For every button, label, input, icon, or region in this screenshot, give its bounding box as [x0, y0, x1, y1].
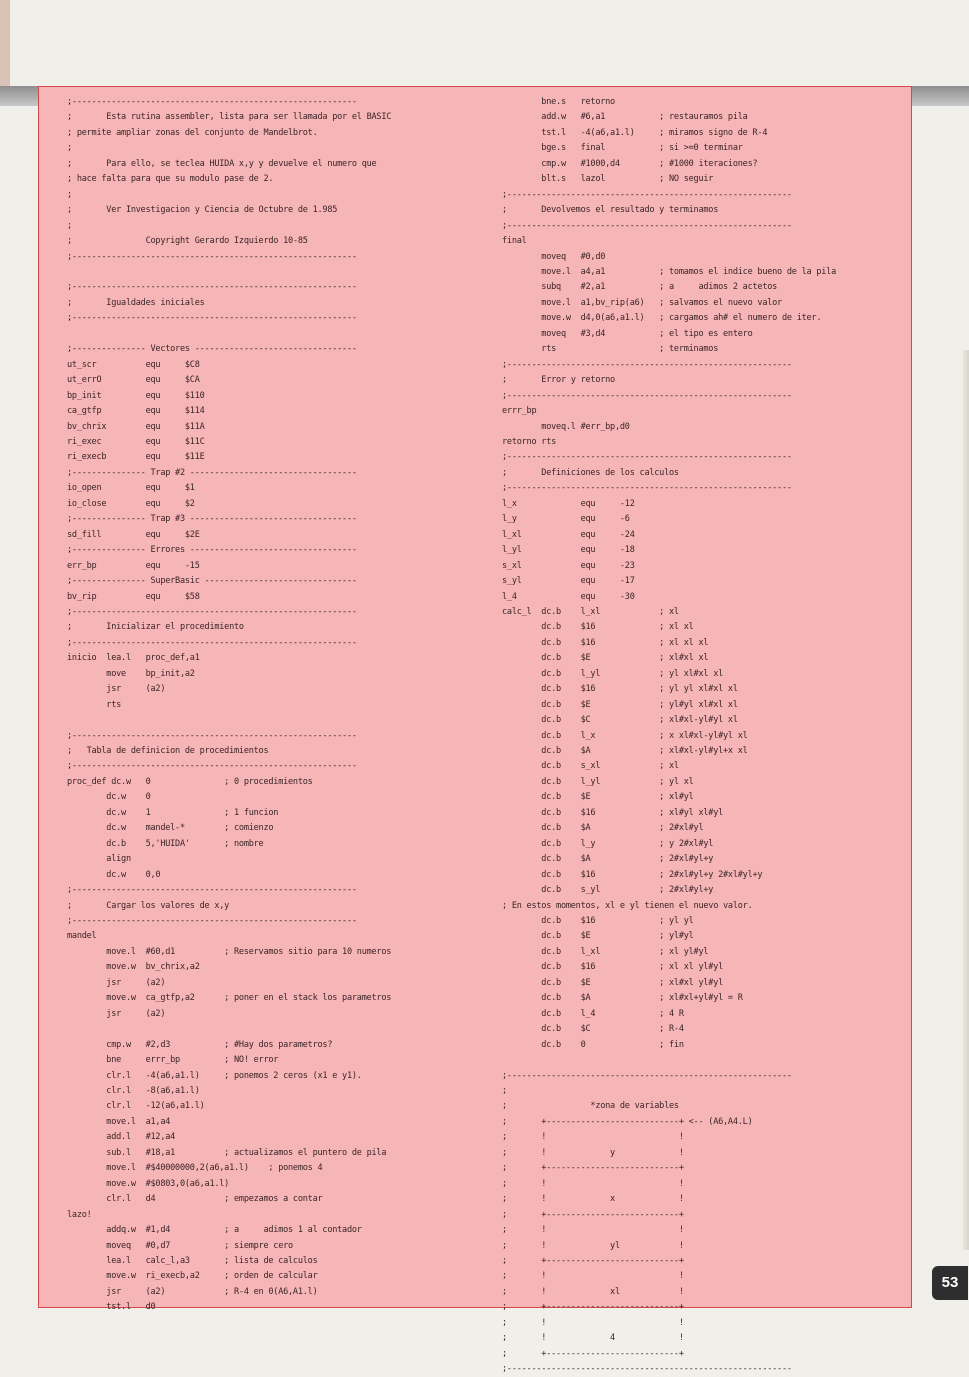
code-line: dc.b l_xl ; xl yl#yl — [541, 945, 709, 957]
code-line: inicio lea.l proc_def,a1 — [67, 652, 200, 664]
code-line: dc.b l_x ; x xl#xl-yl#yl xl — [541, 729, 748, 741]
right-page-edge — [963, 350, 969, 1250]
code-line: ut_scr equ $C8 — [67, 358, 200, 370]
code-line: ;---------------------------------------------------------- — [67, 96, 357, 107]
code-line: dc.b $C ; R-4 — [541, 1023, 684, 1035]
code-line: ; +---------------------------+ <-- (A6,A4.L) — [502, 1115, 753, 1127]
code-line: subq #2,a1 ; a adimos 2 actetos — [541, 281, 778, 293]
code-line: dc.b $16 ; 2#xl#yl+y 2#xl#yl+y — [541, 868, 763, 880]
code-line: ; Copyright Gerardo Izquierdo 10-85 — [67, 235, 308, 247]
code-line: addq.w #1,d4 ; a adimos 1 al contador — [106, 1224, 362, 1236]
code-line: ut_errO equ $CA — [67, 374, 200, 386]
code-line: dc.b $16 ; yl yl xl#xl xl — [541, 683, 738, 695]
code-line: io_close equ $2 — [67, 497, 195, 509]
code-line: ; Devolvemos el resultado y terminamos — [502, 204, 719, 216]
code-line: move.l #$40000000,2(a6,a1.l) ; ponemos 4 — [106, 1162, 323, 1174]
code-line: ; — [67, 219, 72, 231]
code-line: jsr (a2) — [106, 683, 166, 695]
code-line: ; Cargar los valores de x,y — [67, 899, 230, 911]
page-edge-strip — [0, 0, 10, 86]
code-line: ; — [67, 188, 72, 200]
code-line: ;--------------- Trap #3 ---------------------------------- — [67, 513, 357, 525]
code-line: clr.l -4(a6,a1.l) ; ponemos 2 ceros (x1 e y1). — [106, 1069, 362, 1081]
code-line: calc_l dc.b l_xl ; xl — [502, 605, 679, 617]
code-line: cmp.w #2,d3 ; #Hay dos parametros? — [106, 1038, 333, 1050]
code-line: move.l a1,a4 — [106, 1115, 171, 1127]
code-line: jsr (a2) — [106, 976, 166, 988]
code-line: ;---------------------------------------------------------- — [502, 188, 792, 200]
code-line: ; Inicializar el procedimiento — [67, 621, 244, 633]
code-line: ; +---------------------------+ — [502, 1254, 684, 1266]
code-line: dc.b $E ; yl#yl — [541, 930, 694, 942]
code-line: sub.l #18,a1 ; actualizamos el puntero de pila — [106, 1146, 387, 1158]
code-line: dc.b $A ; 2#xl#yl — [541, 822, 704, 834]
code-line: moveq #0,d7 ; siempre cero — [106, 1239, 293, 1251]
code-line: bp_init equ $110 — [67, 389, 205, 401]
code-line: dc.b l_yl ; yl xl — [541, 775, 694, 787]
code-line: bne.s retorno — [541, 96, 615, 107]
code-line: dc.b $16 ; xl xl yl#yl — [541, 961, 724, 973]
code-line: rts — [106, 698, 122, 710]
code-line: bge.s final ; si >=0 terminar — [541, 142, 743, 154]
code-line: ; Para ello, se teclea HUIDA x,y y devuelve el numero que — [67, 157, 377, 169]
code-line: move.l a4,a1 ; tomamos el indice bueno de la pila — [541, 265, 837, 277]
code-line: ;---------------------------------------------------------- — [67, 250, 357, 262]
code-line: ; — [67, 142, 72, 154]
code-line: ; Error y retorno — [502, 374, 615, 386]
code-line: dc.b $C ; xl#xl-yl#yl xl — [541, 714, 738, 726]
code-line: ; Igualdades iniciales — [67, 296, 205, 308]
code-line: ; Ver Investigacion y Ciencia de Octubre de 1.985 — [67, 204, 338, 216]
code-line: dc.b $16 ; xl#yl xl#yl — [541, 806, 724, 818]
code-line: ; +---------------------------+ — [502, 1347, 684, 1359]
listing-left-column — [67, 94, 391, 1315]
code-line: bv_chrix equ $11A — [67, 420, 205, 432]
code-line: l_xl equ -24 — [502, 528, 635, 540]
code-line: l_yl equ -18 — [502, 544, 635, 556]
code-line: ;---------------------------------------------------------- — [67, 281, 357, 293]
code-line: tst.l d0 — [106, 1301, 156, 1313]
code-line: lea.l calc_l,a3 ; lista de calculos — [106, 1254, 318, 1266]
code-line: ;---------------------------------------------------------- — [67, 760, 357, 772]
code-line: dc.w 1 ; 1 funcion — [106, 806, 279, 818]
code-line: ;---------------------------------------------------------- — [502, 219, 792, 231]
code-line: ; ! yl ! — [502, 1239, 684, 1251]
code-line: ;---------------------------------------------------------- — [502, 389, 792, 401]
code-line: dc.b 5,'HUIDA' ; nombre — [106, 837, 264, 849]
code-line: ;---------------------------------------------------------- — [502, 482, 792, 494]
code-line: ;---------------------------------------------------------- — [502, 451, 792, 463]
code-listing-panel — [38, 86, 912, 1375]
code-line: dc.b $A ; 2#xl#yl+y — [541, 853, 714, 865]
code-line: dc.b $16 ; xl xl xl — [541, 636, 709, 648]
page-number: 53 — [932, 1266, 968, 1300]
code-line: dc.b $E ; yl#yl xl#xl xl — [541, 698, 738, 710]
code-line: dc.b $E ; xl#yl — [541, 791, 694, 803]
code-line: proc_def dc.w 0 ; 0 procedimientos — [67, 775, 313, 787]
code-line: ; En estos momentos, xl e yl tienen el nuevo valor. — [502, 899, 753, 911]
code-line: retorno rts — [502, 435, 557, 447]
code-line: rts ; terminamos — [541, 343, 719, 355]
code-line: ; +---------------------------+ — [502, 1162, 684, 1174]
code-line: dc.b $A ; xl#xl-yl#yl+x xl — [541, 745, 748, 757]
code-line: move.w ca_gtfp,a2 ; poner en el stack los parametros — [106, 992, 392, 1004]
code-line: sd_fill equ $2E — [67, 528, 200, 540]
code-line: jsr (a2) ; R-4 en 0(A6,A1.l) — [106, 1285, 318, 1297]
code-line: errr_bp — [502, 405, 537, 417]
code-line: ; — [502, 1085, 507, 1096]
code-line: ; permite ampliar zonas del conjunto de Mandelbrot. — [67, 126, 318, 138]
code-line: clr.l -8(a6,a1.l) — [106, 1085, 200, 1096]
code-line: ;---------------------------------------------------------- — [67, 605, 357, 617]
code-line: ; Esta rutina assembler, lista para ser llamada por el BASIC — [67, 111, 392, 123]
code-line: move.l #60,d1 ; Reservamos sitio para 10 numeros — [106, 945, 392, 957]
code-line: ;--------------- SuperBasic ------------------------------- — [67, 575, 357, 587]
code-line: ; *zona de variables — [502, 1100, 679, 1112]
code-line: ;--------------- Trap #2 ---------------------------------- — [67, 466, 357, 478]
code-line: blt.s lazol ; NO seguir — [541, 173, 714, 185]
code-line: final — [502, 235, 527, 247]
code-line: dc.b s_xl ; xl — [541, 760, 679, 772]
code-line: move bp_init,a2 — [106, 667, 195, 679]
code-line: move.l a1,bv_rip(a6) ; salvamos el nuevo valor — [541, 296, 782, 308]
code-line: dc.b $A ; xl#xl+yl#yl = R — [541, 992, 743, 1004]
listing-right-column — [502, 94, 836, 1377]
code-line: dc.w mandel-* ; comienzo — [106, 822, 274, 834]
code-line: ; ! ! — [502, 1224, 684, 1236]
code-line: dc.b 0 ; fin — [541, 1038, 684, 1050]
code-line: ; ! y ! — [502, 1146, 684, 1158]
code-line: bne errr_bp ; NO! error — [106, 1054, 279, 1066]
code-line: move.w d4,0(a6,a1.l) ; cargamos ah# el numero de iter. — [541, 312, 822, 324]
code-line: dc.b $16 ; yl yl — [541, 915, 694, 927]
code-line: dc.b l_yl ; yl xl#xl xl — [541, 667, 724, 679]
code-line: ;---------------------------------------------------------- — [67, 915, 357, 927]
code-line: err_bp equ -15 — [67, 559, 200, 571]
code-line: ; ! ! — [502, 1316, 684, 1328]
code-line: lazo! — [67, 1208, 92, 1220]
code-line: move.w #$0803,0(a6,a1.l) — [106, 1177, 230, 1189]
code-line: ; ! ! — [502, 1177, 684, 1189]
code-line: cmp.w #1000,d4 ; #1000 iteraciones? — [541, 157, 758, 169]
code-line: ; ! xl ! — [502, 1285, 684, 1297]
code-line: dc.b s_yl ; 2#xl#yl+y — [541, 884, 714, 896]
code-line: jsr (a2) — [106, 1007, 166, 1019]
code-line: ; Definiciones de los calculos — [502, 466, 679, 478]
code-line: l_x equ -12 — [502, 497, 635, 509]
code-line: dc.w 0 — [106, 791, 151, 803]
code-line: l_y equ -6 — [502, 513, 630, 525]
code-line: ; Tabla de definicion de procedimientos — [67, 745, 269, 757]
code-line: align — [106, 853, 131, 865]
code-line: moveq #0,d0 — [541, 250, 606, 262]
code-line: dc.b l_4 ; 4 R — [541, 1007, 684, 1019]
code-line: clr.l d4 ; empezamos a contar — [106, 1193, 323, 1205]
code-line: ;---------------------------------------------------------- — [67, 636, 357, 648]
code-line: ; ! x ! — [502, 1193, 684, 1205]
code-line: ; +---------------------------+ — [502, 1208, 684, 1220]
code-line: dc.b $E ; xl#xl yl#yl — [541, 976, 724, 988]
code-line: ;--------------- Vectores --------------------------------- — [67, 343, 357, 355]
code-line: ;---------------------------------------------------------- — [502, 1069, 792, 1081]
code-line: dc.w 0,0 — [106, 868, 161, 880]
code-line: ;---------------------------------------------------------- — [67, 884, 357, 896]
code-line: clr.l -12(a6,a1.l) — [106, 1100, 205, 1112]
code-line: moveq #3,d4 ; el tipo es entero — [541, 327, 753, 339]
code-line: moveq.l #err_bp,d0 — [541, 420, 630, 432]
code-line: ; hace falta para que su modulo pase de 2. — [67, 173, 274, 185]
code-line: ;---------------------------------------------------------- — [67, 729, 357, 741]
code-line: l_4 equ -30 — [502, 590, 635, 602]
code-line: add.w #6,a1 ; restauramos pila — [541, 111, 748, 123]
code-line: s_xl equ -23 — [502, 559, 635, 571]
code-line: ; ! 4 ! — [502, 1332, 684, 1344]
code-line: ;---------------------------------------------------------- — [502, 1363, 792, 1375]
code-line: move.w bv_chrix,a2 — [106, 961, 200, 973]
code-line: move.w ri_execb,a2 ; orden de calcular — [106, 1270, 318, 1282]
code-line: dc.b l_y ; y 2#xl#yl — [541, 837, 714, 849]
code-line: io_open equ $1 — [67, 482, 195, 494]
code-line: ri_execb equ $11E — [67, 451, 205, 463]
code-line: ; ! ! — [502, 1270, 684, 1282]
code-line: s_yl equ -17 — [502, 575, 635, 587]
code-line: ri_exec equ $11C — [67, 435, 205, 447]
code-line: add.l #12,a4 — [106, 1131, 176, 1143]
code-line: tst.l -4(a6,a1.l) ; miramos signo de R-4 — [541, 126, 768, 138]
code-line: ca_gtfp equ $114 — [67, 405, 205, 417]
code-line: ; ! ! — [502, 1131, 684, 1143]
code-line: dc.b $16 ; xl xl — [541, 621, 694, 633]
code-line: bv_rip equ $58 — [67, 590, 200, 602]
code-line: mandel — [67, 930, 97, 942]
code-line: ;--------------- Errores ---------------------------------- — [67, 544, 357, 556]
code-line: ; +---------------------------+ — [502, 1301, 684, 1313]
code-line: ;---------------------------------------------------------- — [67, 312, 357, 324]
code-line: ;---------------------------------------------------------- — [502, 358, 792, 370]
code-line: dc.b $E ; xl#xl xl — [541, 652, 709, 664]
